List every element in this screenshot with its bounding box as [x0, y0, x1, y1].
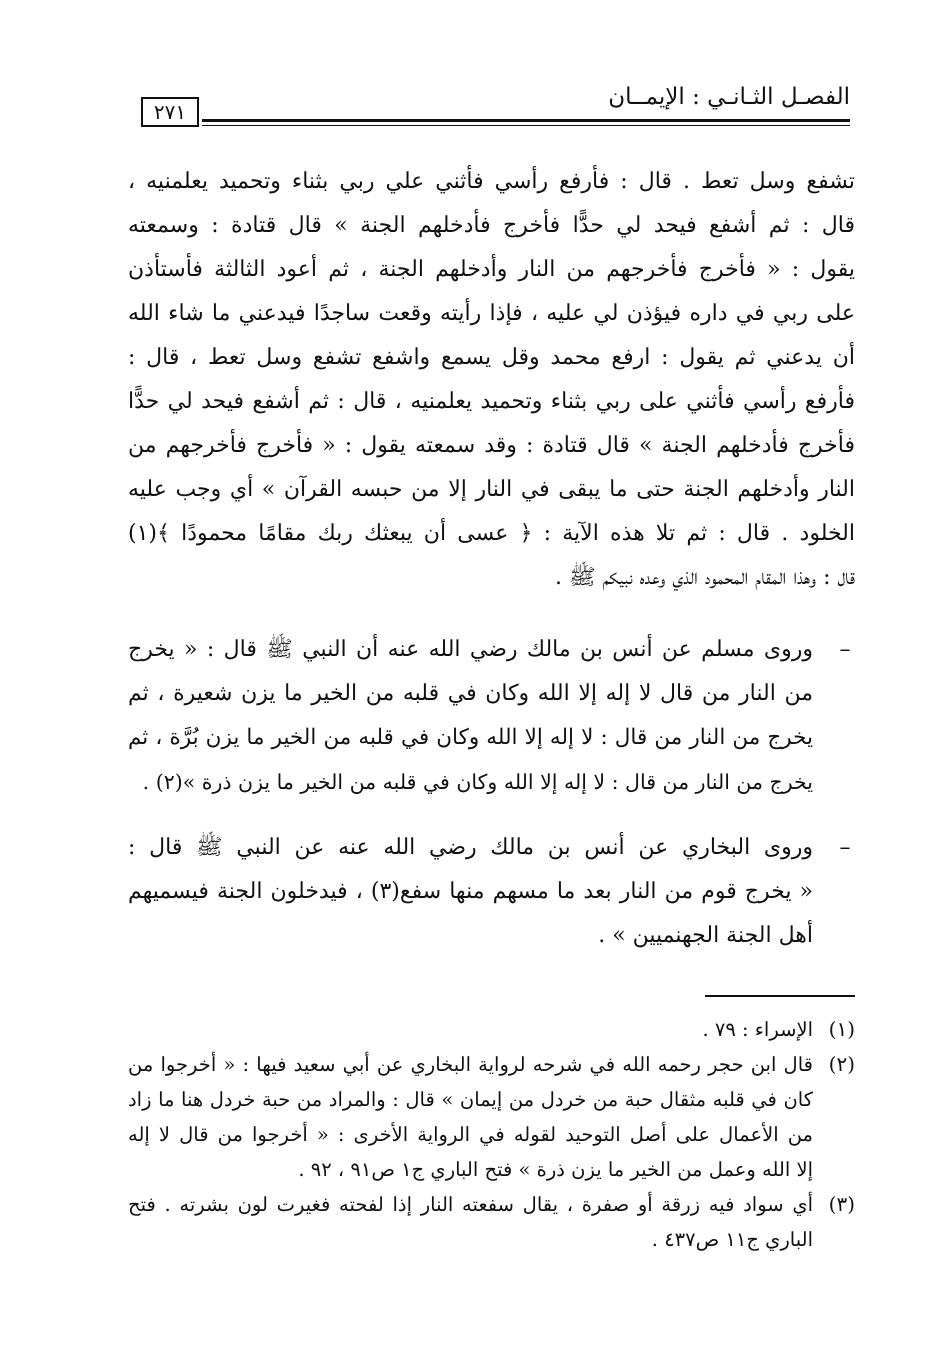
- footnote-line: الإسراء : ٧٩ .: [702, 1018, 813, 1041]
- bullet-line: من النار من قال لا إله إلا الله وكان في قلبه من الخير ما يزن شعيرة ، ثم: [128, 681, 813, 706]
- body-line: فأخرج فأدخلهم الجنة » قال قتادة : وقد سمعته يقول : « فأخرج فأخرجهم من: [128, 433, 855, 458]
- footnote-separator: [705, 995, 855, 997]
- footnote-line: من الأعمال على أصل التوحيد لقوله في الرواية الأخرى : « أخرجوا من قال لا إله: [128, 1123, 813, 1146]
- footnote-3: [128, 1187, 855, 1257]
- bullet-line: أهل الجنة الجهنميين » .: [598, 923, 813, 948]
- body-line: أن يدعني ثم يقول : ارفع محمد وقل يسمع واشفع تشفع وسل تعط ، قال :: [128, 345, 855, 370]
- bullet-line: يخرج من النار من قال : لا إله إلا الله وكان في قلبه من الخير ما يزن بُرَّة ، ثم: [128, 725, 813, 750]
- bullet-item-bukhari: [128, 826, 855, 958]
- footnote-2: [128, 1047, 855, 1187]
- footnote-number: (١): [828, 1017, 855, 1041]
- footnote-number: (٣): [828, 1192, 855, 1216]
- footnote-line: إلا الله وعمل من الخير ما يزن ذرة » فتح الباري ج١ ص٩١ ، ٩٢ .: [298, 1158, 813, 1181]
- body-line: الخلود . قال : ثم تلا هذه الآية : ﴿ عسى أن يبعثك ربك مقامًا محمودًا ﴾(١): [128, 521, 855, 546]
- bullet-line: يخرج من النار من قال : لا إله إلا الله وكان في قلبه من الخير ما يزن ذرة »(٢) .: [142, 770, 813, 794]
- header-rule-thin: [202, 125, 850, 126]
- bullet-line: وروى البخاري عن أنس بن مالك رضي الله عنه عن النبي ﷺ قال :: [128, 835, 813, 860]
- bullet-dash: –: [839, 637, 851, 662]
- page-header: [132, 80, 850, 136]
- bullet-line: وروى مسلم عن أنس بن مالك رضي الله عنه أن النبي ﷺ قال : « يخرج: [128, 637, 813, 662]
- body-line: يقول : « فأخرج فأخرجهم من النار وأدخلهم الجنة ، ثم أعود الثالثة فأستأذن: [128, 257, 855, 282]
- body-line: قال : وهذا المقام المحمود الذي وعده نبيكم ﷺ .: [555, 565, 855, 590]
- bullet-line: « يخرج قوم من النار بعد ما مسهم منها سفع(٣) ، فيدخلون الجنة فيسميهم: [128, 879, 813, 904]
- chapter-title: الفصـل الثـانـي : الإيمــان: [608, 84, 850, 110]
- footnote-number: (٢): [828, 1052, 855, 1076]
- footnote-line: الباري ج١١ ص٤٣٧ .: [651, 1228, 813, 1251]
- header-rule: [202, 119, 850, 122]
- page-number: ٢٧١: [141, 97, 199, 127]
- body-line: على ربي في داره فيؤذن لي عليه ، فإذا رأيته وقعت ساجدًا فيدعني ما شاء الله: [128, 301, 855, 326]
- body-line: تشفع وسل تعط . قال : فأرفع رأسي فأثني علي ربي بثناء وتحميد يعلمنيه ،: [128, 169, 855, 194]
- body-line: النار وأدخلهم الجنة حتى ما يبقى في النار إلا من حبسه القرآن » أي وجب عليه: [128, 477, 855, 502]
- bullet-item-muslim: [128, 628, 855, 804]
- bullet-dash: –: [839, 835, 851, 860]
- body-line: فأرفع رأسي فأثني على ربي بثناء وتحميد يعلمنيه ، قال : ثم أشفع فيحد لي حدًّا: [128, 389, 855, 414]
- main-paragraph: [128, 160, 855, 600]
- footnote-1: [128, 1012, 855, 1047]
- footnote-line: كان في قلبه مثقال حبة من خردل من إيمان » قال : والمراد من حبة خردل هنا ما زاد: [128, 1088, 813, 1111]
- footnote-line: قال ابن حجر رحمه الله في شرحه لرواية البخاري عن أبي سعيد فيها : « أخرجوا من: [128, 1053, 813, 1076]
- footnotes: [128, 1012, 855, 1257]
- footnote-line: أي سواد فيه زرقة أو صفرة ، يقال سفعته النار إذا لفحته فغيرت لون بشرته . فتح: [128, 1193, 813, 1216]
- body-line: قال : ثم أشفع فيحد لي حدًّا فأخرج فأدخلهم الجنة » قال قتادة : وسمعته: [128, 213, 855, 238]
